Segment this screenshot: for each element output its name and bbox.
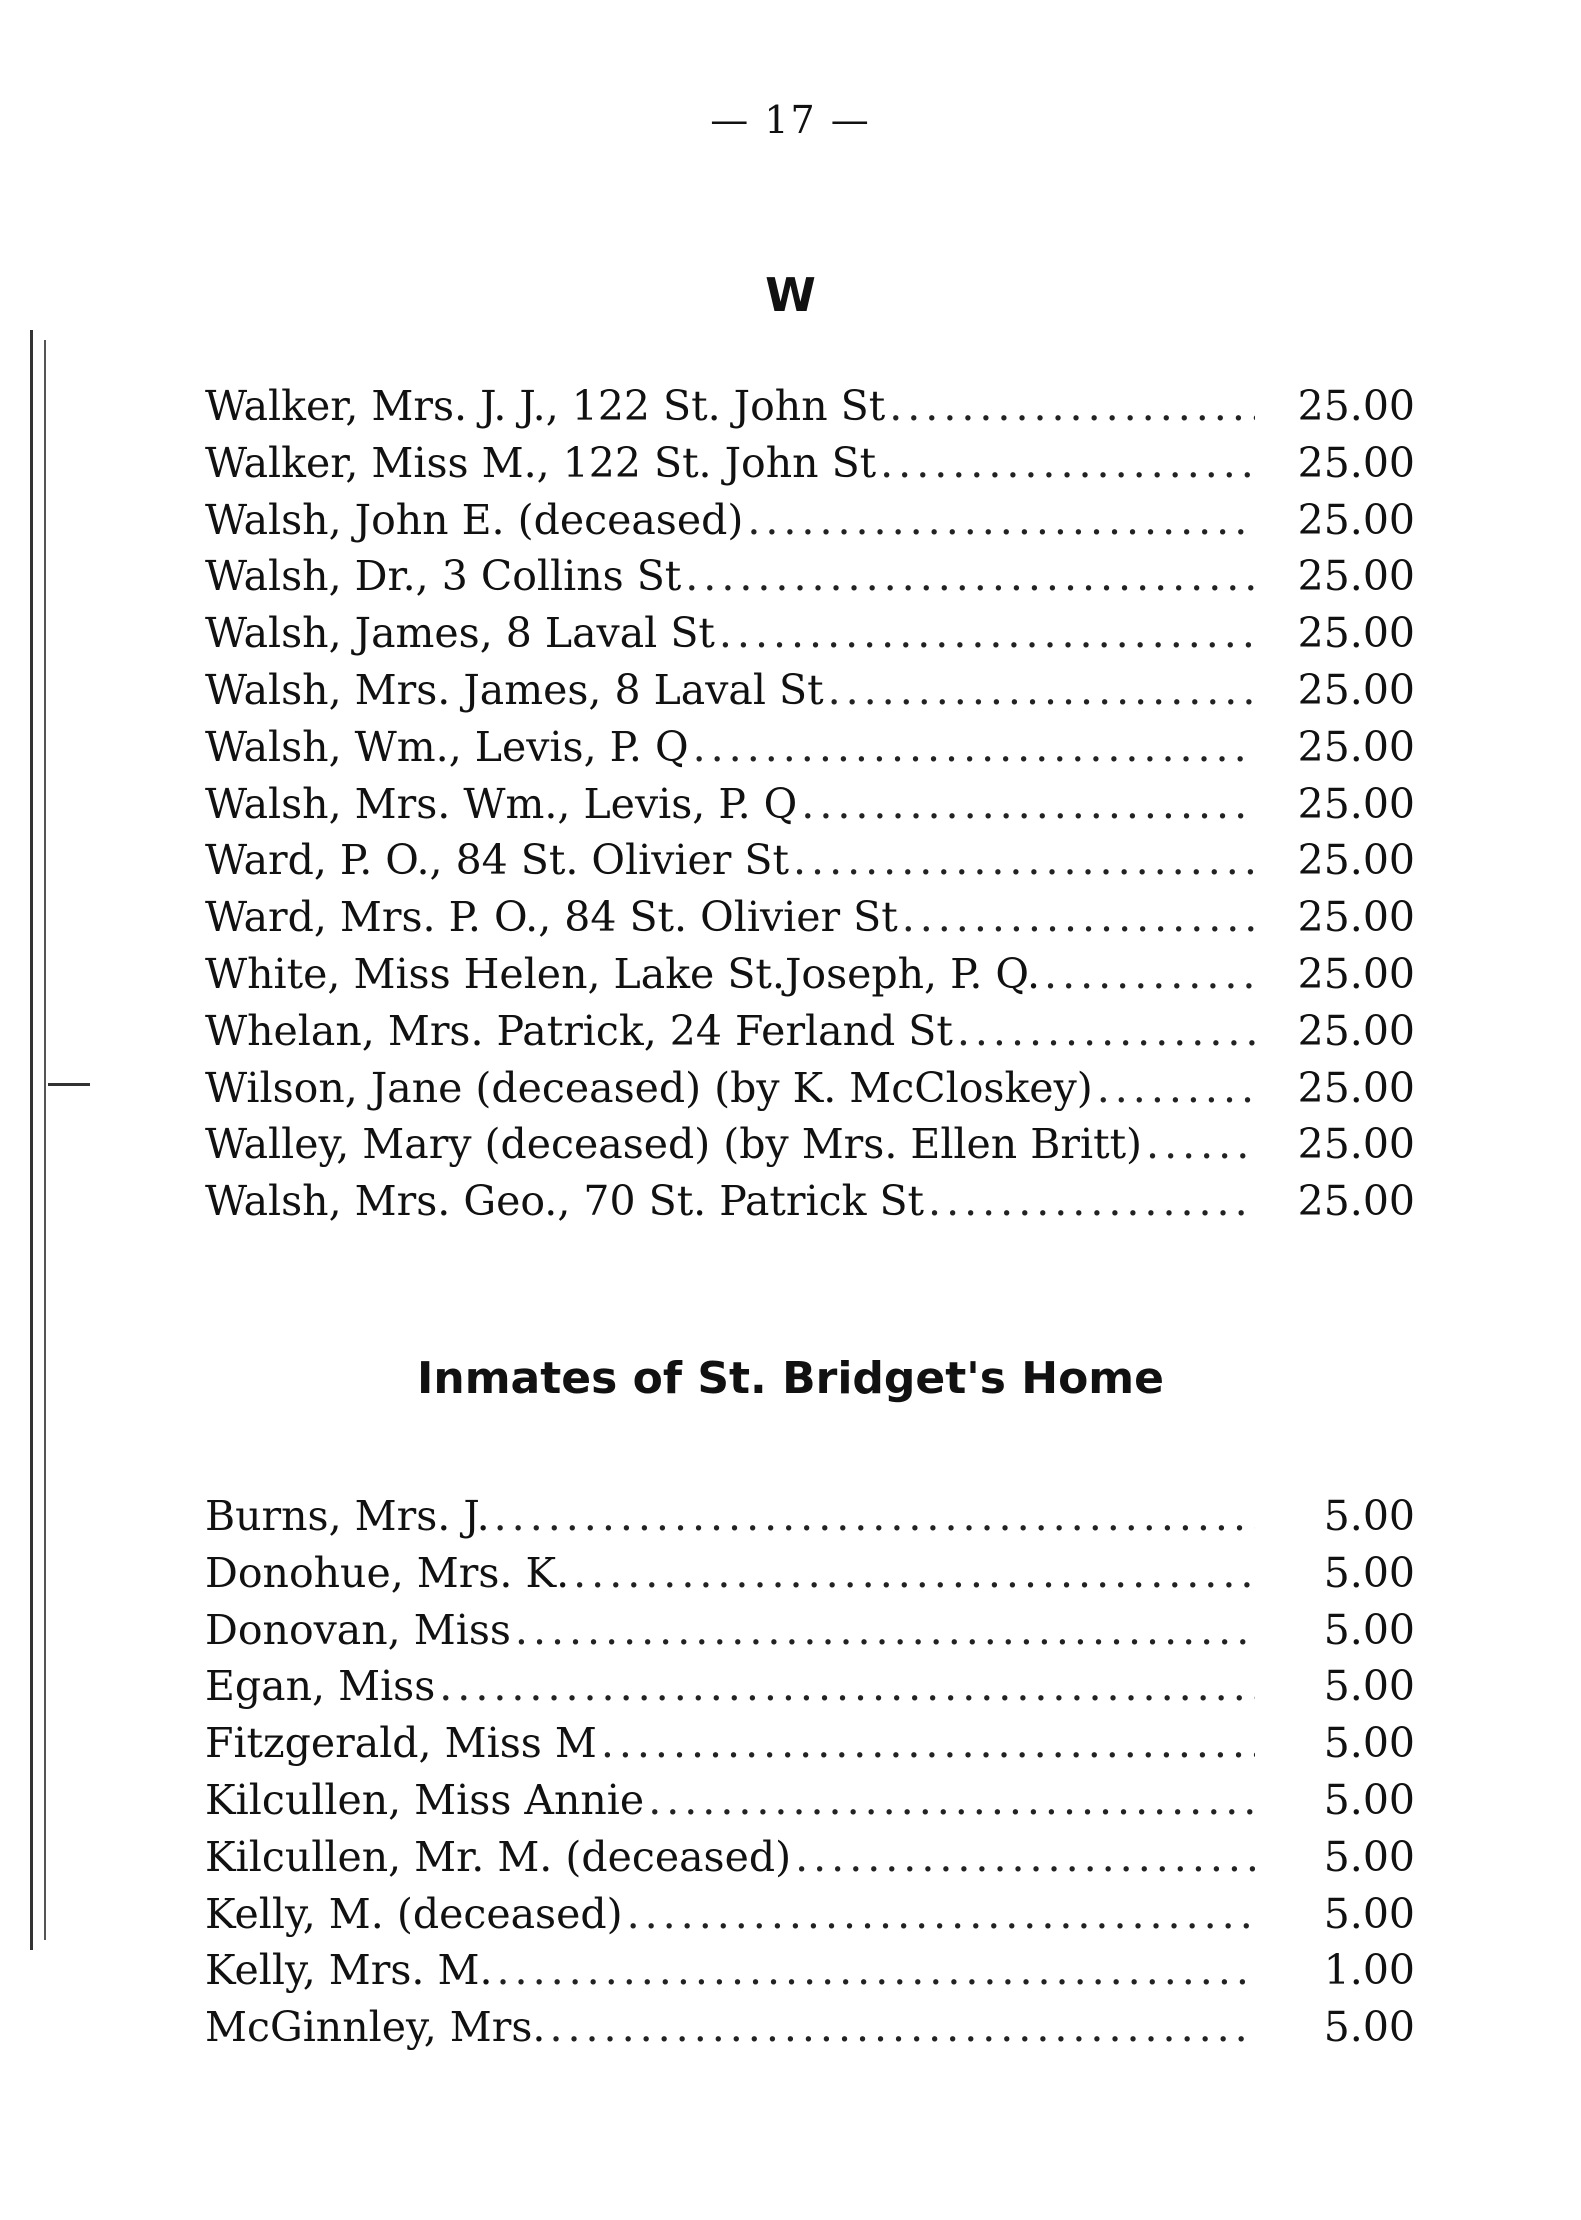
list-item bbox=[205, 1488, 1415, 1545]
section-heading-inmates: Inmates of St. Bridget's Home bbox=[417, 1353, 1164, 1404]
donor-name: Ward, Mrs. P. O., 84 St. Olivier St bbox=[205, 893, 898, 942]
donor-name: Kilcullen, Miss Annie bbox=[205, 1775, 645, 1824]
donation-amount: 25.00 bbox=[1297, 1006, 1415, 1055]
list-item bbox=[205, 832, 1415, 889]
list-item bbox=[205, 1116, 1415, 1173]
donation-amount: 25.00 bbox=[1297, 1120, 1415, 1169]
dot-leader bbox=[685, 548, 1255, 605]
dot-leader bbox=[549, 1999, 1255, 2056]
donation-amount: 25.00 bbox=[1297, 949, 1415, 998]
list-item bbox=[205, 1772, 1415, 1829]
donor-name: White, Miss Helen, Lake St.Joseph, P. Q. bbox=[205, 949, 1041, 998]
list-item bbox=[205, 1715, 1415, 1772]
donation-amount: 25.00 bbox=[1297, 1063, 1415, 1112]
dot-leader bbox=[1044, 946, 1255, 1003]
list-item bbox=[205, 889, 1415, 946]
dot-leader bbox=[494, 1488, 1255, 1545]
donation-amount: 25.00 bbox=[1297, 779, 1415, 828]
donor-name: Burns, Mrs. J. bbox=[205, 1492, 490, 1540]
donation-amount: 5.00 bbox=[1323, 1832, 1415, 1881]
donation-amount: 25.00 bbox=[1297, 722, 1415, 771]
list-item bbox=[205, 1886, 1415, 1943]
donation-amount: 5.00 bbox=[1323, 1605, 1415, 1654]
list-item bbox=[205, 378, 1415, 435]
dot-leader bbox=[693, 719, 1255, 776]
donation-amount: 25.00 bbox=[1297, 893, 1415, 942]
dot-leader bbox=[439, 1658, 1255, 1715]
list-item bbox=[205, 719, 1415, 776]
donation-amount: 25.00 bbox=[1297, 438, 1415, 487]
donation-amount: 1.00 bbox=[1323, 1946, 1415, 1995]
donor-name: Walker, Miss M., 122 St. John St bbox=[205, 438, 877, 487]
dot-leader bbox=[719, 605, 1255, 662]
dot-leader bbox=[573, 1545, 1255, 1602]
donor-name: McGinnley, Mrs. bbox=[205, 2003, 546, 2052]
donor-name: Walsh, Wm., Levis, P. Q bbox=[205, 722, 689, 771]
dot-leader bbox=[928, 1173, 1255, 1230]
list-item bbox=[205, 492, 1415, 549]
dot-leader bbox=[627, 1886, 1255, 1943]
list-item bbox=[205, 1060, 1415, 1117]
dot-leader bbox=[880, 435, 1255, 492]
donation-amount: 5.00 bbox=[1323, 1719, 1415, 1768]
donor-name: Walsh, Dr., 3 Collins St bbox=[205, 552, 682, 601]
donation-amount: 5.00 bbox=[1323, 1492, 1415, 1540]
binding-margin-line-inner bbox=[44, 340, 46, 1940]
donation-amount: 25.00 bbox=[1297, 665, 1415, 714]
dot-leader bbox=[747, 492, 1255, 549]
donor-name: Fitzgerald, Miss M bbox=[205, 1719, 597, 1768]
donor-name: Kilcullen, Mr. M. (deceased) bbox=[205, 1832, 792, 1881]
donor-name: Walsh, Mrs. James, 8 Laval St bbox=[205, 665, 824, 714]
donor-name: Walsh, Mrs. Geo., 70 St. Patrick St bbox=[205, 1177, 925, 1226]
list-item bbox=[205, 1829, 1415, 1886]
list-item bbox=[205, 776, 1415, 833]
binding-margin-line bbox=[30, 330, 33, 1950]
list-item bbox=[205, 1003, 1415, 1060]
donor-name: Donohue, Mrs. K. bbox=[205, 1548, 570, 1597]
dot-leader bbox=[889, 378, 1255, 435]
donor-list-w bbox=[205, 378, 1415, 1230]
section-heading-w: W bbox=[765, 268, 816, 322]
dot-leader bbox=[497, 1942, 1255, 1999]
dot-leader bbox=[795, 1829, 1255, 1886]
donor-list-inmates bbox=[205, 1488, 1415, 2056]
donor-name: Walker, Mrs. J. J., 122 St. John St bbox=[205, 382, 886, 430]
donor-name: Walsh, Mrs. Wm., Levis, P. Q bbox=[205, 779, 798, 828]
donor-name: Egan, Miss bbox=[205, 1662, 436, 1711]
donor-name: Walsh, James, 8 Laval St bbox=[205, 609, 715, 658]
dot-leader bbox=[648, 1772, 1255, 1829]
donation-amount: 5.00 bbox=[1323, 1889, 1415, 1938]
dot-leader bbox=[601, 1715, 1255, 1772]
donor-name: Walsh, John E. (deceased) bbox=[205, 495, 744, 544]
donor-name: Walley, Mary (deceased) (by Mrs. Ellen Britt) bbox=[205, 1120, 1143, 1169]
dot-leader bbox=[902, 889, 1255, 946]
list-item bbox=[205, 1658, 1415, 1715]
donor-name: Kelly, M. (deceased) bbox=[205, 1889, 623, 1938]
donation-amount: 25.00 bbox=[1297, 552, 1415, 601]
list-item bbox=[205, 1173, 1415, 1230]
list-item bbox=[205, 548, 1415, 605]
dot-leader bbox=[801, 776, 1255, 833]
list-item bbox=[205, 605, 1415, 662]
donation-amount: 5.00 bbox=[1323, 1662, 1415, 1711]
donor-name: Donovan, Miss bbox=[205, 1605, 511, 1654]
donor-name: Wilson, Jane (deceased) (by K. McCloskey) bbox=[205, 1063, 1093, 1112]
dot-leader bbox=[793, 832, 1255, 889]
donation-amount: 25.00 bbox=[1297, 609, 1415, 658]
donation-amount: 5.00 bbox=[1323, 1775, 1415, 1824]
dot-leader bbox=[1097, 1060, 1255, 1117]
list-item bbox=[205, 662, 1415, 719]
dot-leader bbox=[515, 1602, 1255, 1659]
list-item bbox=[205, 1942, 1415, 1999]
donor-name: Ward, P. O., 84 St. Olivier St bbox=[205, 836, 789, 885]
margin-tick-mark bbox=[48, 1083, 90, 1086]
donation-amount: 5.00 bbox=[1323, 1548, 1415, 1597]
donor-name: Whelan, Mrs. Patrick, 24 Ferland St bbox=[205, 1006, 953, 1055]
donation-amount: 5.00 bbox=[1323, 2003, 1415, 2052]
donation-amount: 25.00 bbox=[1297, 382, 1415, 430]
dot-leader bbox=[1146, 1116, 1255, 1173]
list-item bbox=[205, 1999, 1415, 2056]
donation-amount: 25.00 bbox=[1297, 495, 1415, 544]
list-item bbox=[205, 435, 1415, 492]
donation-amount: 25.00 bbox=[1297, 836, 1415, 885]
list-item bbox=[205, 1545, 1415, 1602]
list-item bbox=[205, 1602, 1415, 1659]
donor-name: Kelly, Mrs. M. bbox=[205, 1946, 493, 1995]
donation-amount: 25.00 bbox=[1297, 1177, 1415, 1226]
dot-leader bbox=[828, 662, 1255, 719]
page-number: — 17 — bbox=[710, 98, 871, 142]
list-item bbox=[205, 946, 1415, 1003]
dot-leader bbox=[957, 1003, 1255, 1060]
